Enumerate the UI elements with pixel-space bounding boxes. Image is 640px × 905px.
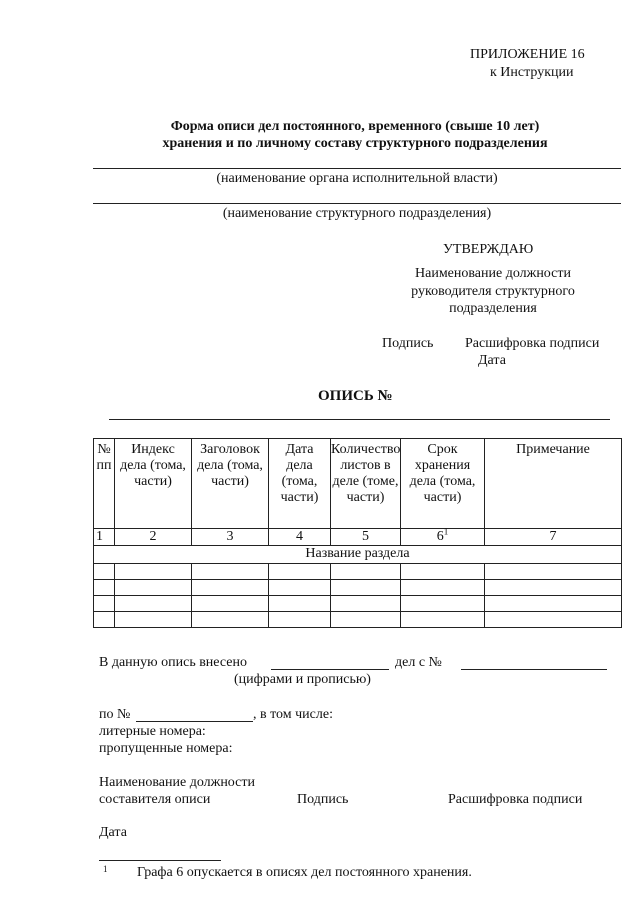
form-title-line1: Форма описи дел постоянного, временного (свыше 10 лет) xyxy=(170,119,540,134)
skipped-numbers-label: пропущенные номера: xyxy=(99,741,233,756)
table-number-row xyxy=(94,529,622,546)
to-number-prefix: по № xyxy=(99,707,131,722)
inventory-table xyxy=(93,438,622,628)
col-header-index: Индекс дела (тома, части) xyxy=(115,439,192,529)
col-number-2: 2 xyxy=(115,529,192,546)
digits-words-label: (цифрами и прописью) xyxy=(234,672,371,687)
table-row xyxy=(94,596,622,612)
dept-name-label: (наименование структурного подразделения) xyxy=(222,206,492,221)
entered-middle: дел с № xyxy=(395,655,442,670)
col-header-sheets: Количество листов в деле (томе, части) xyxy=(331,439,401,529)
literal-numbers-label: литерные номера: xyxy=(99,724,206,739)
col-header-term: Срок хранения дела (тома, части) xyxy=(401,439,485,529)
form-title-line2: хранения и по личному составу структурного подразделения xyxy=(162,136,548,151)
footnote-text: Графа 6 опускается в описях дел постоянного хранения. xyxy=(137,865,472,880)
including-label: , в том числе: xyxy=(253,707,333,722)
col-header-date: Дата дела (тома, части) xyxy=(269,439,331,529)
inventory-number-line xyxy=(109,419,610,420)
col-number-6-value: 6 xyxy=(436,529,444,544)
appendix-title: ПРИЛОЖЕНИЕ 16 xyxy=(470,47,585,62)
org-name-label: (наименование органа исполнительной власти) xyxy=(216,171,498,186)
col-header-title: Заголовок дела (тома, части) xyxy=(192,439,269,529)
approval-position-1: Наименование должности xyxy=(415,266,571,281)
footnote-ref: 1 xyxy=(443,526,449,537)
entered-prefix: В данную опись внесено xyxy=(99,655,247,670)
org-name-line xyxy=(93,168,621,169)
col-number-3: 3 xyxy=(192,529,269,546)
table-row xyxy=(94,580,622,596)
compiler-position-2: составителя описи xyxy=(99,792,211,807)
section-name: Название раздела xyxy=(94,546,622,564)
inventory-title: ОПИСЬ № xyxy=(318,388,393,404)
compiler-decoding: Расшифровка подписи xyxy=(448,792,583,807)
section-row xyxy=(94,546,622,564)
entered-count-line xyxy=(271,669,389,670)
approval-position-2: руководителя структурного xyxy=(411,284,575,299)
approval-decoding: Расшифровка подписи xyxy=(465,336,600,351)
col-number-4: 4 xyxy=(269,529,331,546)
to-number-line xyxy=(136,721,253,722)
start-number-line xyxy=(461,669,607,670)
compiler-signature: Подпись xyxy=(297,792,349,807)
col-header-note: Примечание xyxy=(485,439,622,529)
approval-signature: Подпись xyxy=(382,336,434,351)
footnote-separator xyxy=(99,860,221,861)
table-row xyxy=(94,564,622,580)
table-row xyxy=(94,612,622,628)
dept-name-line xyxy=(93,203,621,204)
approval-position-3: подразделения xyxy=(449,301,537,316)
appendix-subtitle: к Инструкции xyxy=(490,65,574,80)
compile-date: Дата xyxy=(99,825,127,840)
footnote-mark: 1 xyxy=(103,864,108,874)
col-number-1: 1 xyxy=(94,529,115,546)
col-header-number: № пп xyxy=(94,439,115,529)
col-number-7: 7 xyxy=(485,529,622,546)
approval-date: Дата xyxy=(478,353,506,368)
approval-title: УТВЕРЖДАЮ xyxy=(443,242,534,257)
col-number-5: 5 xyxy=(331,529,401,546)
compiler-position-1: Наименование должности xyxy=(99,775,255,790)
col-number-6 xyxy=(401,526,485,546)
table-header-row xyxy=(94,439,622,529)
